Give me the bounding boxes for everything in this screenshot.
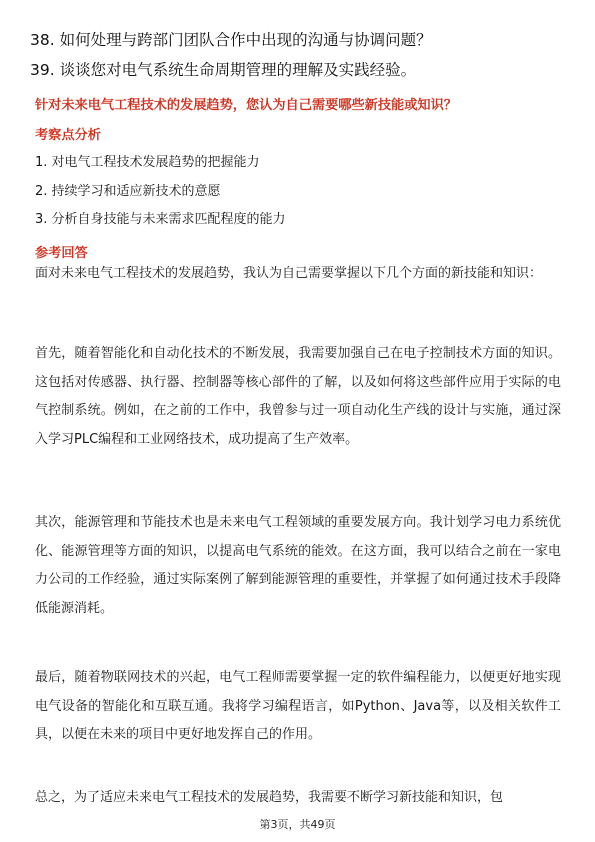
answer-paragraph-intro: 面对未来电气工程技术的发展趋势，我认为自己需要掌握以下几个方面的新技能和知识： <box>35 266 543 281</box>
question-39: 39. 谈谈您对电气系统生命周期管理的理解及实践经验。 <box>30 61 417 79</box>
answer-heading: 参考回答 <box>35 246 88 261</box>
analysis-point: 1. 对电气工程技术发展趋势的把握能力 <box>35 155 260 170</box>
current-question-title: 针对未来电气工程技术的发展趋势，您认为自己需要哪些新技能或知识？ <box>35 98 457 113</box>
answer-paragraph-last: 最后，随着物联网技术的兴起，电气工程师需要掌握一定的软件编程能力，以便更好地实现电气设备的智能化和互联互通。我将学习编程语言，如Python、Java等，以及相关软件工具，以便在未来的项目中更好地发挥自己的作用。 <box>35 670 561 742</box>
answer-paragraph-summary: 总之，为了适应未来电气工程技术的发展趋势，我需要不断学习新技能和知识，包 <box>35 790 504 805</box>
question-38: 38. 如何处理与跨部门团队合作中出现的沟通与协调问题？ <box>30 31 432 49</box>
analysis-heading: 考察点分析 <box>35 128 101 143</box>
page-number: 第3页，共49页 <box>259 818 336 831</box>
answer-paragraph-second: 其次，能源管理和节能技术也是未来电气工程领域的重要发展方向。我计划学习电力系统优化、能源管理等方面的知识，以提高电气系统的能效。在这方面，我可以结合之前在一家电力公司的工作经验，通过实际案例了解到能源管理的重要性，并掌握了如何通过技术手段降低能源消耗。 <box>35 515 561 616</box>
analysis-point: 3. 分析自身技能与未来需求匹配程度的能力 <box>35 212 286 227</box>
analysis-point: 2. 持续学习和适应新技术的意愿 <box>35 184 221 199</box>
answer-paragraph-first: 首先，随着智能化和自动化技术的不断发展，我需要加强自己在电子控制技术方面的知识。这包括对传感器、执行器、控制器等核心部件的了解，以及如何将这些部件应用于实际的电气控制系统。例如，在之前的工作中，我曾参与过一项自动化生产线的设计与实施，通过深入学习PLC编程和工业网络技术，成功提高了生产效率。 <box>35 346 561 447</box>
